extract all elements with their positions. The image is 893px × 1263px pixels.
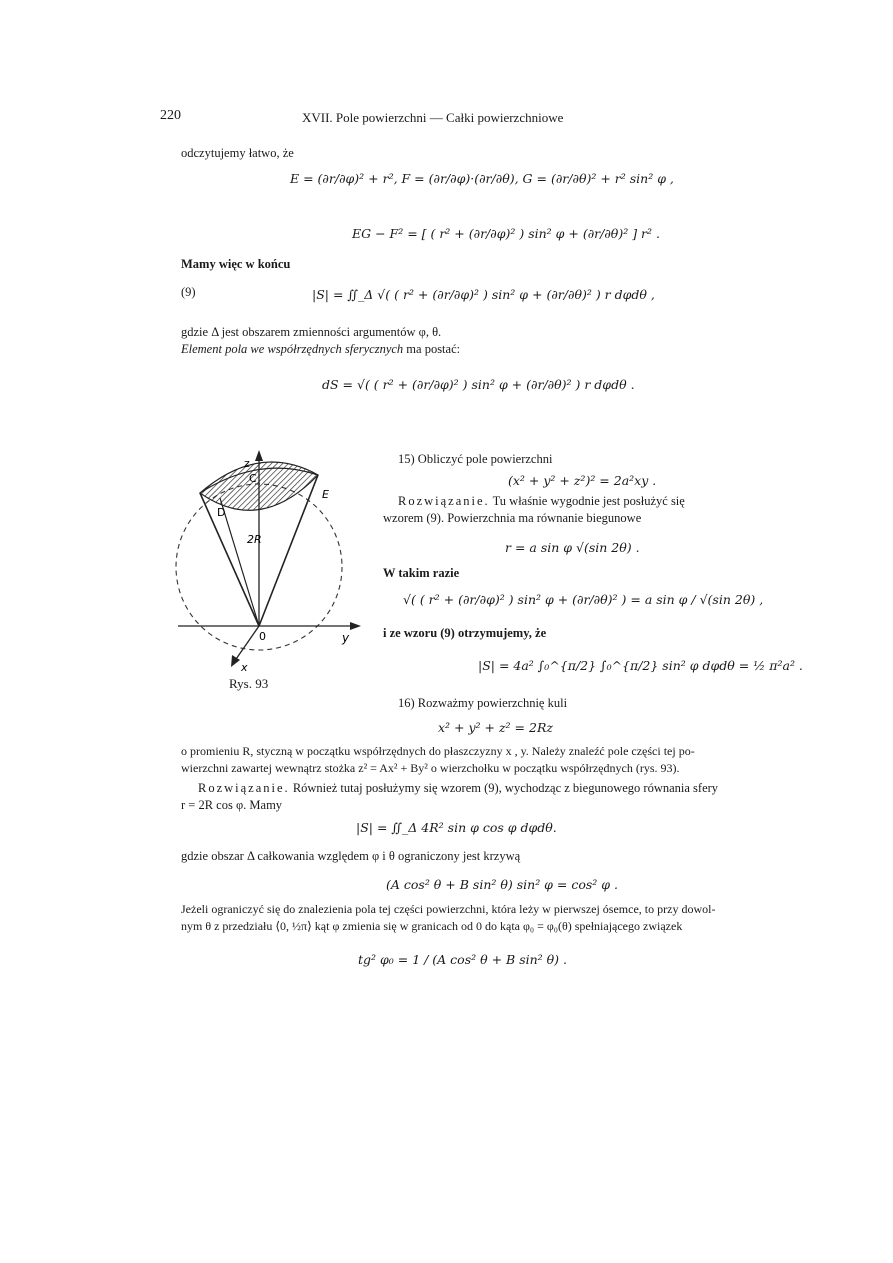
- x-arrow: [231, 655, 240, 667]
- solution-16-line1: [198, 781, 718, 796]
- x-axis: [234, 626, 259, 662]
- solution-16-text: Również tutaj posłużymy się wzorem (9), wychodząc z biegunowego równania sfery: [292, 781, 719, 795]
- paragraph-16-line1: o promieniu R, styczną w początku współrzędnych do płaszczyzny x , y. Należy znaleźć pole części tej po-: [181, 744, 695, 758]
- equation-curve: (A cos² θ + B sin² θ) sin² φ = cos² φ .: [386, 877, 618, 892]
- paragraph-odczytujemy: odczytujemy łatwo, że: [181, 146, 294, 160]
- equation-16: x² + y² + z² = 2Rz: [438, 720, 553, 735]
- figure-rys-93: [160, 450, 375, 695]
- equation-efg: E = (∂r/∂φ)² + r², F = (∂r/∂φ)·(∂r/∂θ), G = (∂r/∂θ)² + r² sin² φ ,: [290, 171, 674, 186]
- solution-word-15: Rozwiązanie.: [398, 494, 490, 508]
- equation-label-9: (9): [181, 285, 196, 299]
- equation-eg-f2: EG − F² = [ ( r² + (∂r/∂φ)² ) sin² φ + (∂r/∂θ)² ] r² .: [352, 226, 660, 241]
- equation-ds: dS = √( ( r² + (∂r/∂φ)² ) sin² φ + (∂r/∂θ)² ) r dφdθ .: [322, 377, 635, 392]
- paragraph-ze-wzoru: i ze wzoru (9) otrzymujemy, że: [383, 626, 547, 640]
- solution-15-line2: wzorem (9). Powierzchnia ma równanie biegunowe: [383, 511, 642, 525]
- equation-S15: |S| = 4a² ∫₀^{π/2} ∫₀^{π/2} sin² φ dφdθ = ½ π²a² .: [478, 658, 803, 673]
- solution-15-text: Tu właśnie wygodnie jest posłużyć się: [492, 494, 685, 508]
- line-OD: [220, 498, 259, 626]
- label-z: z: [244, 457, 250, 470]
- cone-left: [200, 493, 259, 626]
- paragraph-element-pola: [181, 342, 460, 357]
- z-arrow: [255, 450, 263, 461]
- paragraph-osemka-line1: Jeżeli ograniczyć się do znalezienia pola tej części powierzchni, która leży w pierwszej ósemce, to przy dowol-: [181, 902, 716, 916]
- equation-S16: |S| = ∬_Δ 4R² sin φ cos φ dφdθ.: [356, 820, 557, 835]
- figure-caption: Rys. 93: [229, 676, 269, 691]
- solution-15-line1: [398, 494, 685, 509]
- paragraph-gdzie-delta: gdzie Δ jest obszarem zmienności argumentów φ, θ.: [181, 325, 442, 339]
- label-D: D: [217, 506, 226, 519]
- element-pola-rest: ma postać:: [403, 342, 461, 356]
- solution-word-16: Rozwiązanie.: [198, 781, 290, 795]
- label-x: x: [241, 661, 248, 674]
- equation-9: |S| = ∬_Δ √( ( r² + (∂r/∂φ)² ) sin² φ + (∂r/∂θ)² ) r dφdθ ,: [312, 287, 655, 302]
- y-arrow: [350, 622, 361, 630]
- example-16: 16) Rozważmy powierzchnię kuli: [398, 696, 568, 710]
- example-15: 15) Obliczyć pole powierzchni: [398, 452, 553, 466]
- label-C: C: [249, 472, 257, 485]
- solution-16-line2: r = 2R cos φ. Mamy: [181, 798, 283, 812]
- paragraph-obszar: gdzie obszar Δ całkowania względem φ i θ ograniczony jest krzywą: [181, 849, 521, 863]
- equation-root: √( ( r² + (∂r/∂φ)² ) sin² φ + (∂r/∂θ)² ) = a sin φ / √(sin 2θ) ,: [403, 592, 764, 607]
- paragraph-mamy-wiec: Mamy więc w końcu: [181, 257, 291, 271]
- running-title: XVII. Pole powierzchni — Całki powierzchniowe: [302, 110, 564, 125]
- label-E: E: [322, 488, 329, 501]
- equation-tg: tg² φ₀ = 1 / (A cos² θ + B sin² θ) .: [358, 952, 568, 967]
- element-pola-italic: Element pola we współrzędnych sferycznych: [181, 342, 404, 356]
- label-O: 0: [259, 630, 266, 643]
- paragraph-16-line2: wierzchni zawartej wewnątrz stożka z² = Ax² + By² o wierzchołku w początku współrzędnych (rys. 93).: [181, 761, 680, 775]
- paragraph-w-takim-razie: W takim razie: [383, 566, 460, 580]
- paragraph-osemka-line2: nym θ z przedziału ⟨0, ½π⟩ kąt φ zmienia się w granicach od 0 do kąta φ₀ = φ₀(θ) spełniającego związek: [181, 919, 683, 933]
- equation-polar: r = a sin φ √(sin 2θ) .: [505, 540, 640, 555]
- label-2R: 2R: [247, 533, 262, 546]
- page-number: 220: [160, 108, 181, 123]
- label-y: y: [342, 631, 350, 645]
- equation-15: (x² + y² + z²)² = 2a²xy .: [508, 473, 657, 488]
